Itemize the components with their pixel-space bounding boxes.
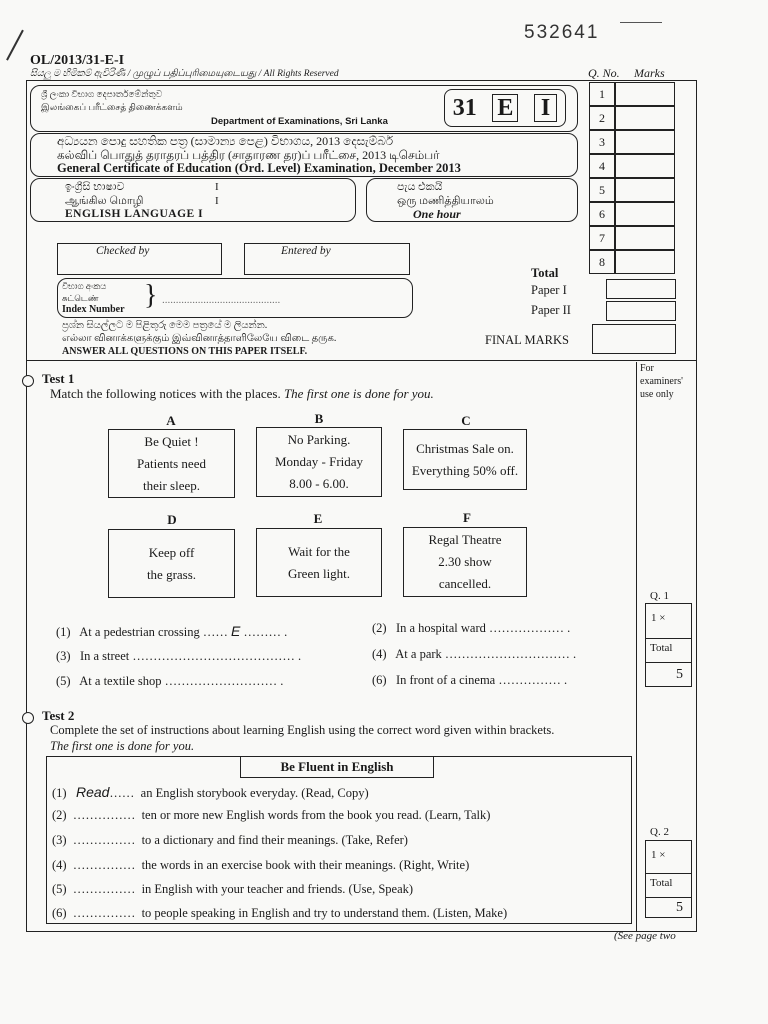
serial-number: 532641 bbox=[524, 22, 600, 43]
examiner-column-divider bbox=[636, 362, 637, 932]
notice-c-letter: C bbox=[461, 413, 471, 428]
header-separator bbox=[26, 360, 697, 361]
paper1-label: Paper I bbox=[531, 283, 567, 297]
test1-instruction-plain: Match the following notices with the places. bbox=[50, 386, 281, 401]
test2-box-title-text: Be Fluent in English bbox=[280, 759, 394, 774]
subject-english: ENGLISH LANGUAGE I bbox=[65, 208, 204, 220]
exam-title-box bbox=[30, 133, 578, 177]
q1-mark-each: 1 × bbox=[651, 612, 666, 624]
marks-cell-1 bbox=[615, 82, 675, 106]
q-no-header: Q. No. bbox=[588, 66, 620, 80]
q2-label: Q. 2 bbox=[650, 826, 669, 838]
test1-item-6-num: (6) bbox=[372, 673, 387, 687]
notice-b bbox=[256, 427, 382, 497]
test1-item-4: (4) At a park ………………………… . bbox=[372, 647, 577, 661]
entered-by-label: Entered by bbox=[281, 245, 331, 257]
notice-c-text: Christmas Sale on. Everything 50% off. bbox=[411, 440, 519, 478]
subject-box bbox=[30, 178, 356, 222]
notice-d-letter: D bbox=[167, 512, 177, 527]
test1-item-3-num: (3) bbox=[56, 649, 71, 663]
footer-see-page-two: (See page two bbox=[614, 930, 676, 942]
notice-a bbox=[108, 429, 235, 498]
exam-title-sinhala: අධ්‍යයන පොදු සහතික පත්‍ර (සාමාන්‍ය පෙළ) විභාගය, 2013 දෙසැම්බර් bbox=[57, 134, 394, 148]
duration-tamil: ஒரு மணித்தியாலம் bbox=[397, 195, 494, 207]
examiners-use-label: For examiners' use only bbox=[640, 363, 683, 400]
test2-item-5-num: (5) bbox=[52, 882, 67, 896]
test1-instruction bbox=[50, 386, 434, 402]
test1-item-5-num: (5) bbox=[56, 674, 71, 688]
test2-item-4: (4) …………… the words in an exercise book with their meanings. (Right, Write) bbox=[52, 858, 470, 872]
test1-instruction-italic: The first one is done for you. bbox=[283, 386, 434, 401]
q2-total-label: Total bbox=[650, 877, 673, 889]
test1-item-5: (5) At a textile shop ……………………… . bbox=[56, 674, 284, 688]
test2-item-2: (2) …………… ten or more new English words from the book you read. (Learn, Talk) bbox=[52, 808, 491, 822]
test1-title: Test 1 bbox=[42, 371, 75, 386]
q-no-8: 8 bbox=[589, 250, 615, 274]
duration-english: One hour bbox=[413, 207, 461, 221]
notice-c bbox=[403, 429, 527, 490]
test2-item-4-text: the words in an exercise book with their meanings. (Right, Write) bbox=[141, 858, 470, 872]
test2-item-6-text: to people speaking in English and try to understand them. (Listen, Make) bbox=[141, 906, 508, 920]
marks-cell-7 bbox=[615, 226, 675, 250]
instruction-sinhala: ප්‍රශ්න සියල්ලට ම පිළිතුරු මෙම පත්‍රයේ ම ලියන්න. bbox=[62, 320, 268, 331]
q-no-7: 7 bbox=[589, 226, 615, 250]
marks-cell-4 bbox=[615, 154, 675, 178]
marks-header: Marks bbox=[634, 66, 665, 80]
instruction-tamil: எல்லா வினாக்களுக்கும் இவ்வினாத்தாளிலேயே விடை தருக. bbox=[62, 333, 337, 344]
notice-f bbox=[403, 527, 527, 597]
test2-item-2-text: ten or more new English words from the book you read. (Learn, Talk) bbox=[141, 808, 491, 822]
q1-label: Q. 1 bbox=[650, 590, 669, 602]
marks-cell-6 bbox=[615, 202, 675, 226]
test1-item-1-text: At a pedestrian crossing bbox=[79, 625, 200, 639]
subject-roman-2: I bbox=[215, 195, 219, 207]
test1-item-2-num: (2) bbox=[372, 621, 387, 635]
final-marks-label: FINAL MARKS bbox=[485, 333, 569, 347]
subject-code-box bbox=[444, 89, 566, 127]
q1-divider bbox=[646, 638, 691, 639]
subject-roman-1: I bbox=[215, 181, 219, 193]
test2-item-4-num: (4) bbox=[52, 858, 67, 872]
department-header bbox=[30, 85, 578, 132]
q1-total-value-box bbox=[646, 662, 691, 687]
notice-b-text: No Parking. Monday - Friday 8.00 - 6.00. bbox=[274, 432, 364, 491]
notice-a-letter: A bbox=[166, 413, 176, 428]
test1-item-4-text: At a park bbox=[395, 647, 442, 661]
test2-item-1: (1) Read…… an English storybook everyday. (Read, Copy) bbox=[52, 784, 369, 800]
test2-instruction: Complete the set of instructions about learning English using the correct word given within brackets. bbox=[50, 723, 555, 737]
index-number-tamil: சுட்டெண் bbox=[62, 293, 99, 303]
notice-f-letter: F bbox=[463, 510, 471, 525]
corner-pen-mark bbox=[6, 30, 23, 61]
q-no-4: 4 bbox=[589, 154, 615, 178]
test1-item-5-text: At a textile shop bbox=[79, 674, 162, 688]
index-brace: } bbox=[144, 280, 158, 311]
q-no-1: 1 bbox=[589, 82, 615, 106]
test1-item-1-num: (1) bbox=[56, 625, 71, 639]
paper1-total-box bbox=[606, 279, 676, 299]
notice-e bbox=[256, 528, 382, 597]
paper-code: OL/2013/31-E-I bbox=[30, 53, 125, 68]
department-line-en: Department of Examinations, Sri Lanka bbox=[211, 116, 388, 127]
marks-cell-5 bbox=[615, 178, 675, 202]
q2-marks-box bbox=[645, 840, 692, 918]
test2-item-1-num: (1) bbox=[52, 786, 67, 800]
subject-code-number: 31 bbox=[452, 94, 477, 121]
exam-title-english: General Certificate of Education (Ord. Level) Examination, December 2013 bbox=[57, 161, 461, 175]
q1-total-value: 5 bbox=[676, 667, 683, 682]
subject-sinhala: ඉංග්‍රීසි භාෂාව bbox=[65, 181, 125, 193]
q2-total-value: 5 bbox=[676, 900, 683, 915]
q-no-3: 3 bbox=[589, 130, 615, 154]
q-no-6: 6 bbox=[589, 202, 615, 226]
rights-line: සියලු ම හිමිකම් ඇවිරිණි / முழுப் பதிப்புரிமையுடையது / All Rights Reserved bbox=[30, 69, 339, 79]
test1-marker bbox=[22, 375, 34, 387]
test2-item-1-answer[interactable]: Read bbox=[75, 784, 110, 800]
final-marks-box bbox=[592, 324, 676, 354]
q-no-2: 2 bbox=[589, 106, 615, 130]
total-label: Total bbox=[531, 266, 559, 280]
marks-cell-8 bbox=[615, 250, 675, 274]
q2-mark-each: 1 × bbox=[651, 849, 666, 861]
checked-by-label: Checked by bbox=[96, 245, 150, 257]
department-line-si: ශ්‍රී ලංකා විභාග දෙපාර්තමේන්තුව bbox=[41, 89, 163, 99]
notice-d-text: Keep off the grass. bbox=[146, 544, 197, 582]
index-number-box bbox=[57, 278, 413, 318]
index-number-sinhala: විභාග අංකය bbox=[62, 281, 107, 291]
notice-e-text: Wait for the Green light. bbox=[287, 543, 351, 581]
test1-item-3-text: In a street bbox=[79, 649, 130, 663]
subject-code-i: I bbox=[534, 94, 557, 122]
test2-item-1-text: an English storybook everyday. (Read, Copy) bbox=[140, 786, 369, 800]
test2-item-2-num: (2) bbox=[52, 808, 67, 822]
test2-instruction-italic: The first one is done for you. bbox=[50, 739, 195, 753]
test1-item-6: (6) In front of a cinema …………… . bbox=[372, 673, 568, 687]
test2-item-5-text: in English with your teacher and friends. (Use, Speak) bbox=[141, 882, 414, 896]
test2-title: Test 2 bbox=[42, 708, 75, 723]
paper2-label: Paper II bbox=[531, 303, 571, 317]
q-no-5: 5 bbox=[589, 178, 615, 202]
marks-cell-2 bbox=[615, 106, 675, 130]
test2-item-3: (3) …………… to a dictionary and find their meanings. (Take, Refer) bbox=[52, 833, 408, 847]
duration-box bbox=[366, 178, 578, 222]
q2-total-value-box bbox=[646, 897, 691, 918]
scan-mark bbox=[620, 22, 662, 23]
index-number-english: Index Number bbox=[62, 304, 125, 315]
test2-item-3-text: to a dictionary and find their meanings. (Take, Refer) bbox=[141, 833, 408, 847]
notice-a-text: Be Quiet ! Patients need their sleep. bbox=[137, 433, 206, 493]
notice-d bbox=[108, 529, 235, 598]
q1-total-label: Total bbox=[650, 642, 673, 654]
test1-item-4-num: (4) bbox=[372, 647, 387, 661]
checked-by-box bbox=[57, 243, 222, 275]
index-number-input[interactable] bbox=[160, 291, 404, 309]
test2-item-5: (5) …………… in English with your teacher and friends. (Use, Speak) bbox=[52, 882, 414, 896]
test2-item-6: (6) …………… to people speaking in English and try to understand them. (Listen, Make) bbox=[52, 906, 508, 920]
paper2-total-box bbox=[606, 301, 676, 321]
test2-marker bbox=[22, 712, 34, 724]
q2-divider bbox=[646, 873, 691, 874]
test2-box-title bbox=[240, 756, 434, 778]
test1-item-2-text: In a hospital ward bbox=[395, 621, 486, 635]
notice-f-text: Regal Theatre 2.30 show cancelled. bbox=[428, 532, 502, 591]
instruction-english: ANSWER ALL QUESTIONS ON THIS PAPER ITSELF. bbox=[62, 346, 308, 357]
q1-marks-box bbox=[645, 603, 692, 687]
department-line-ta: இலங்கைப் பரீட்சைத் திணைக்களம் bbox=[41, 102, 183, 112]
exam-title-tamil: கல்விப் பொதுத் தராதரப் பத்திர (சாதாரண தர)ப் பரீட்சை, 2013 டிசெம்பர் bbox=[57, 148, 440, 162]
notice-b-letter: B bbox=[314, 411, 324, 426]
subject-code-e: E bbox=[492, 94, 518, 122]
test2-item-3-num: (3) bbox=[52, 833, 67, 847]
entered-by-box bbox=[244, 243, 410, 275]
notice-e-letter: E bbox=[313, 511, 323, 526]
test1-item-3: (3) In a street ………………………………… . bbox=[56, 649, 302, 663]
subject-tamil: ஆங்கில மொழி bbox=[65, 195, 144, 207]
test1-item-1-answer[interactable]: E bbox=[230, 623, 241, 639]
duration-sinhala: පැය එකයි bbox=[397, 181, 443, 193]
marks-cell-3 bbox=[615, 130, 675, 154]
test1-item-2: (2) In a hospital ward ……………… . bbox=[372, 621, 571, 635]
test1-item-1: (1) At a pedestrian crossing …… E ……… . bbox=[56, 623, 288, 639]
test1-item-6-text: In front of a cinema bbox=[395, 673, 496, 687]
test2-item-6-num: (6) bbox=[52, 906, 67, 920]
